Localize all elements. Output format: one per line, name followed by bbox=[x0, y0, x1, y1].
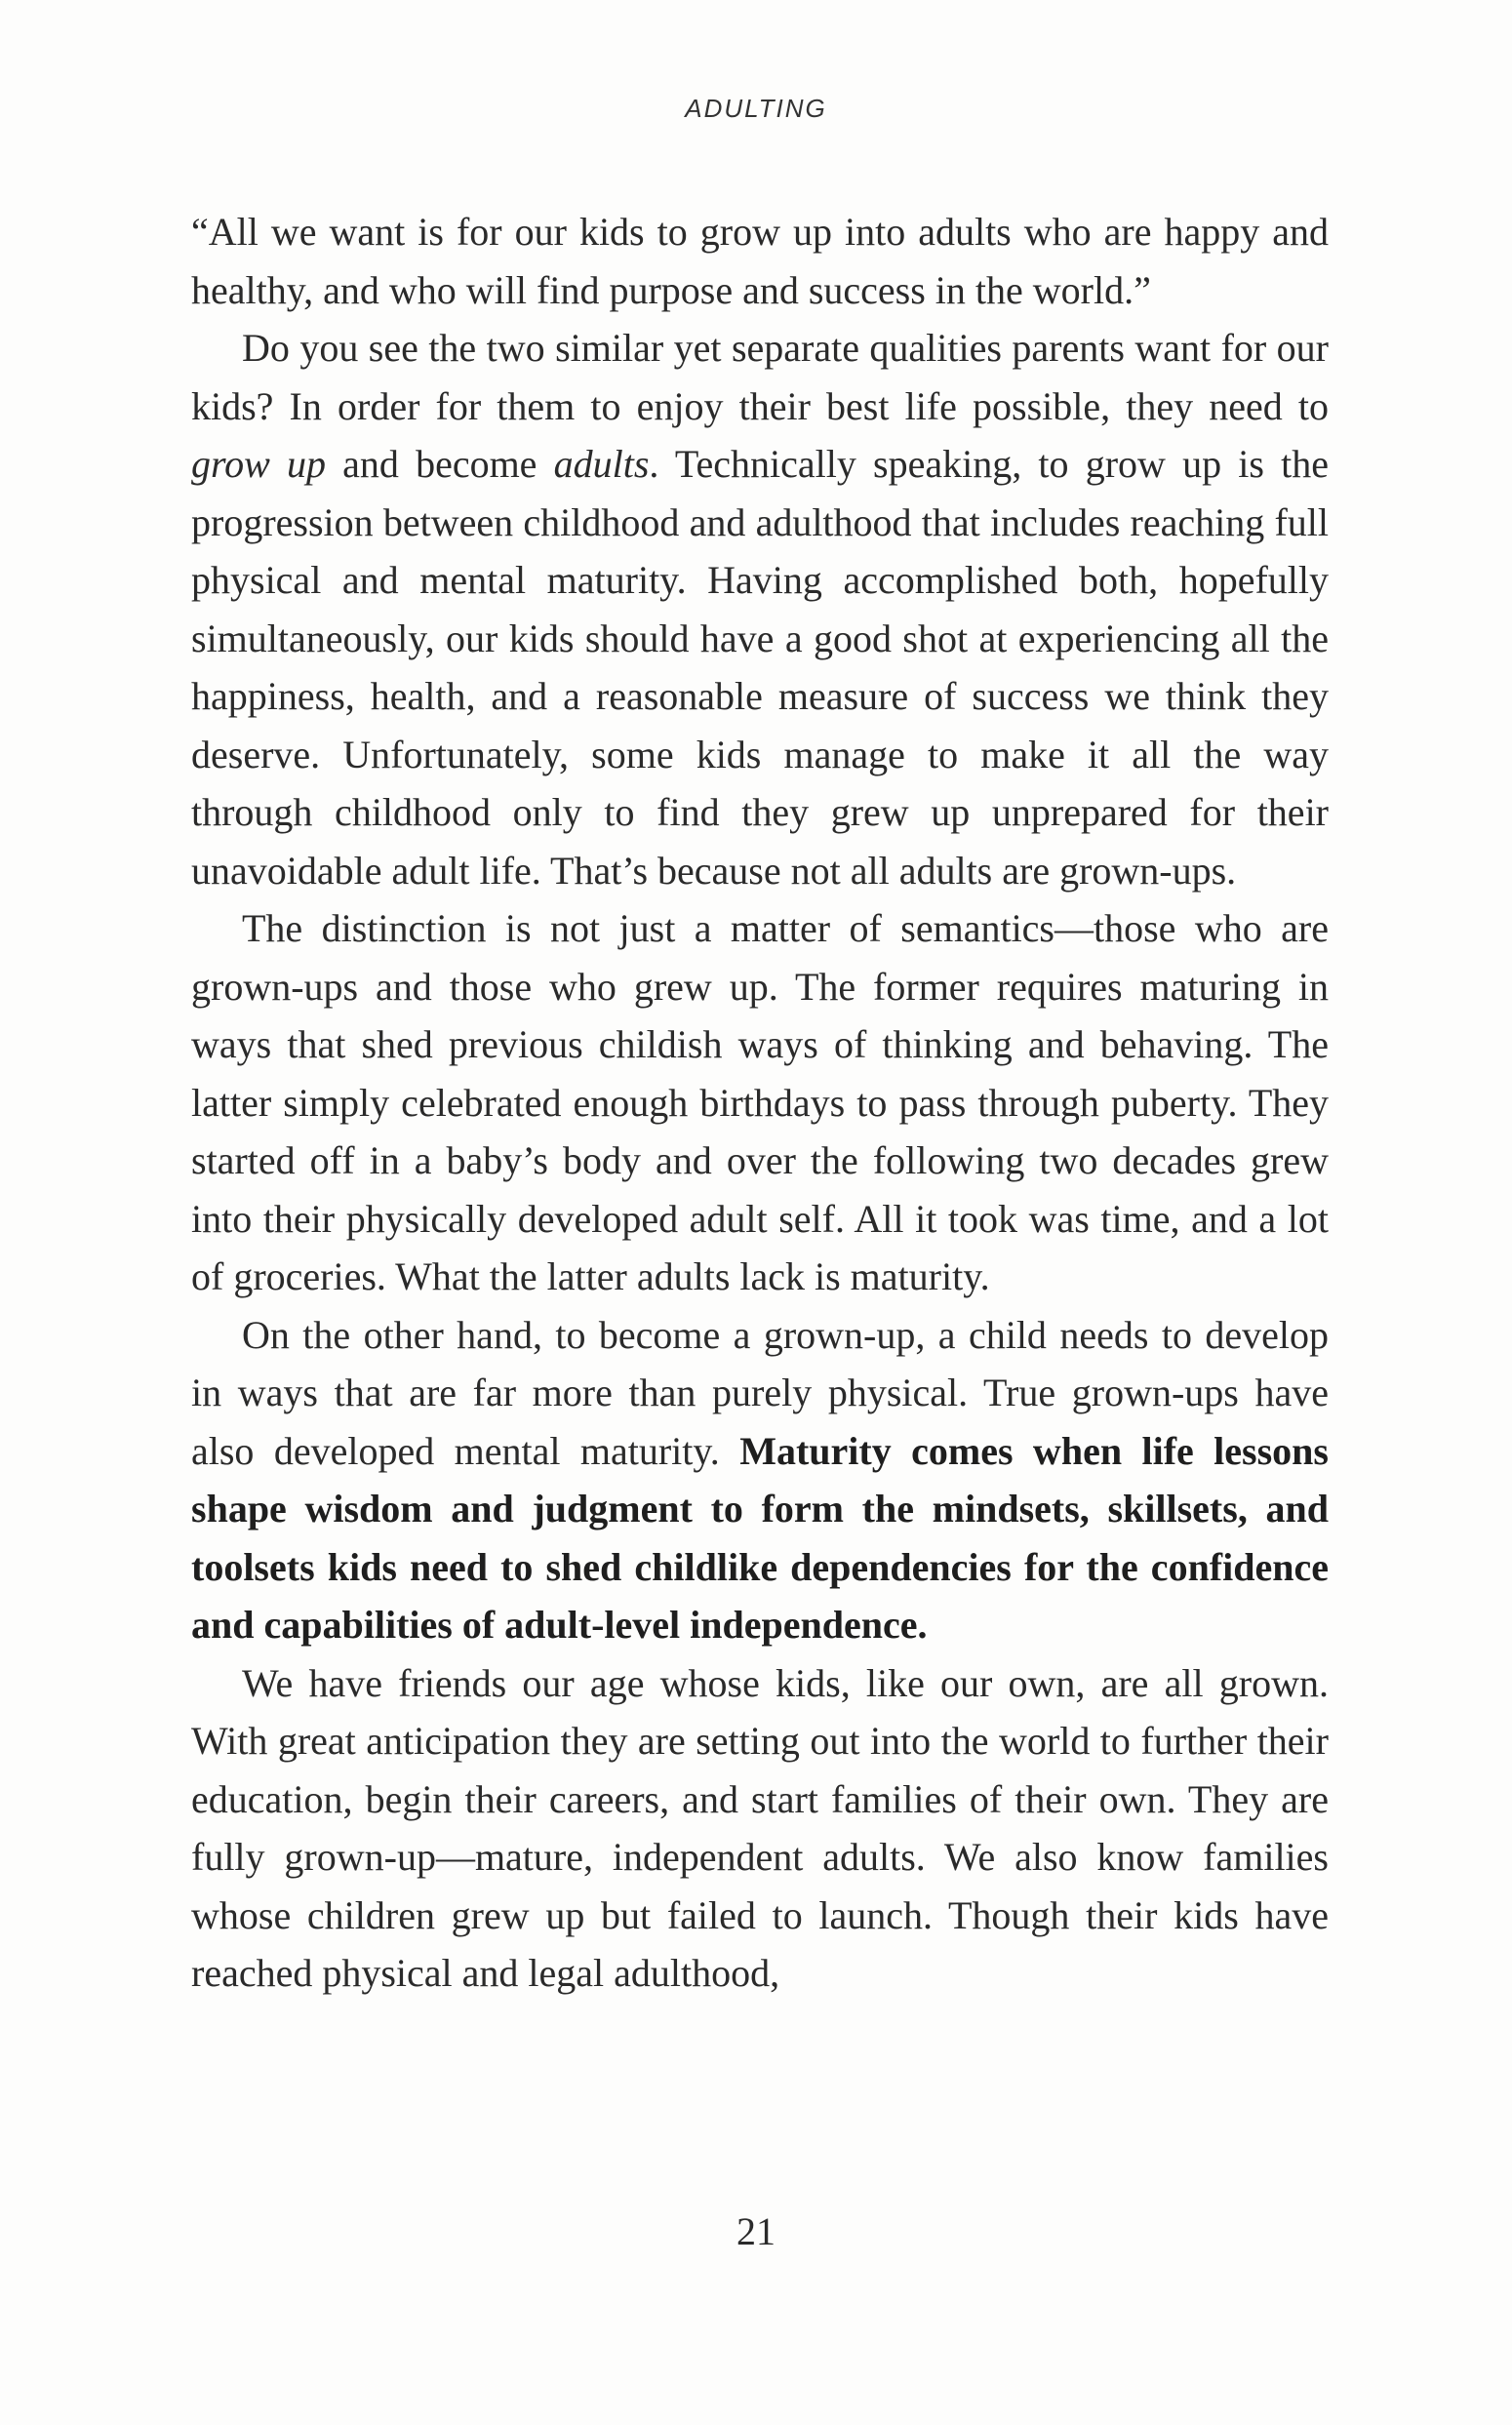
paragraph bbox=[191, 319, 1329, 899]
paragraph bbox=[191, 1654, 1329, 2003]
bold-segment: Maturity comes when life lessons shape wisdom and judgment to form the mindsets, skillsets, and toolsets kids need to shed childlike dependencies for the confidence and capabilities of adult-level independence. bbox=[191, 1428, 1329, 1647]
text-segment: We have friends our age whose kids, like our own, are all grown. With great anticipation they are setting out into the world to further their education, begin their careers, and start families of their own. They are fully grown-up—mature, independent adults. We also know families whose children grew up but failed to launch. Though their kids have reached physical and legal adulthood, bbox=[191, 1660, 1329, 1995]
text-segment: . Technically speaking, to grow up is the progression between childhood and adulthood that includes reaching full physical and mental maturity. Having accomplished both, hopefully simultaneously, our kids should have a good shot at experiencing all the happiness, health, and a reasonable measure of success we think they deserve. Unfortunately, some kids manage to make it all the way through childhood only to find they grew up unprepared for their unavoidable adult life. That’s because not all adults are grown-ups. bbox=[191, 442, 1330, 893]
text-segment: On the other hand, to become a grown-up, a child needs to develop in ways that are far more than purely physical. True grown-ups have also developed mental maturity. bbox=[191, 1312, 1329, 1473]
text-segment: The distinction is not just a matter of semantics—those who are grown-ups and those who grew up. The former requires maturing in ways that shed previous childish ways of thinking and behaving. The latter simply celebrated enough birthdays to pass through puberty. They started off in a baby’s body and over the following two decades grew into their physically developed adult self. All it took was time, and a lot of groceries. What the latter adults lack is maturity. bbox=[191, 906, 1329, 1298]
running-head: ADULTING bbox=[685, 94, 827, 123]
text-segment: Do you see the two similar yet separate qualities parents want for our kids? In order for them to enjoy their best life possible, they need to bbox=[191, 326, 1329, 428]
paragraph bbox=[191, 899, 1329, 1306]
paragraph bbox=[191, 203, 1329, 319]
page-number: 21 bbox=[736, 2209, 776, 2253]
italic-segment: adults bbox=[553, 442, 650, 486]
paragraph bbox=[191, 1306, 1329, 1654]
body-text bbox=[191, 203, 1329, 2003]
italic-segment: grow up bbox=[191, 442, 326, 486]
text-segment: “All we want is for our kids to grow up into adults who are happy and healthy, and who will find purpose and success in the world.” bbox=[191, 210, 1329, 312]
text-segment: and become bbox=[325, 442, 554, 486]
